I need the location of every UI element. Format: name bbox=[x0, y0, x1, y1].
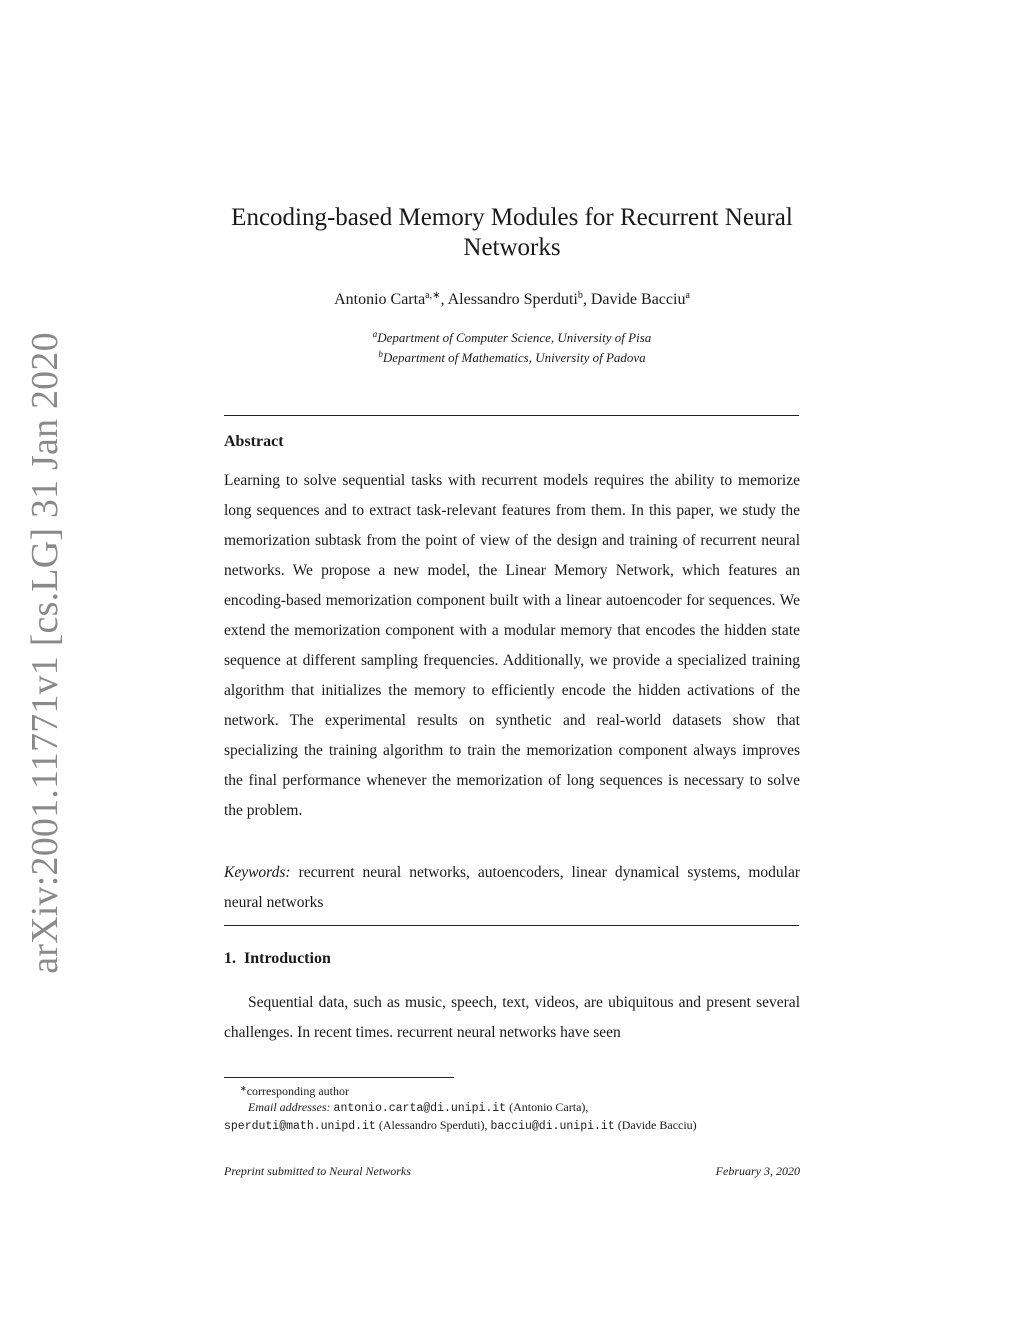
introduction-paragraph: Sequential data, such as music, speech, text, videos, are ubiquitous and present several challenges. In recent times. recurrent neural networks have seen bbox=[224, 994, 800, 1041]
email-link[interactable]: sperduti@math.unipd.it bbox=[224, 1120, 376, 1133]
footnote-emails-line bbox=[224, 1117, 800, 1135]
footer-date: February 3, 2020 bbox=[715, 1164, 800, 1178]
email-link[interactable]: antonio.carta@di.unipi.it bbox=[333, 1102, 507, 1115]
author-separator: , bbox=[440, 291, 448, 308]
paper-page bbox=[224, 0, 800, 1325]
author-affiliation-mark: a bbox=[685, 290, 690, 301]
email-owner: (Davide Bacciu) bbox=[617, 1118, 697, 1132]
section-number: 1. bbox=[224, 950, 236, 967]
affiliation-text: Department of Mathematics, University of Padova bbox=[382, 350, 646, 365]
email-link[interactable]: bacciu@di.unipi.it bbox=[490, 1120, 615, 1133]
footnote-emails-line bbox=[224, 1099, 800, 1117]
author-name: Alessandro Sperduti bbox=[447, 291, 578, 308]
arxiv-identifier-text: arXiv:2001.11771v1 [cs.LG] 31 Jan 2020 bbox=[24, 331, 67, 974]
author-affiliation-mark: b bbox=[577, 290, 583, 301]
email-owner: (Alessandro Sperduti), bbox=[378, 1118, 488, 1132]
footnote-corresponding-text: corresponding author bbox=[246, 1084, 350, 1098]
abstract-bottom-rule bbox=[224, 925, 799, 926]
footnote-mark: ∗ bbox=[240, 1084, 247, 1093]
abstract-body: Learning to solve sequential tasks with recurrent models requires the ability to memorize long sequences and to extract task-relevant features from them. In this paper, we study the memorization subtask from the point of view of the design and training of recurrent neural networks. We propose a new model, the Linear Memory Network, which features an encoding-based memorization component built with a linear autoencoder for sequences. We extend the memorization component with a modular memory that encodes the hidden state sequence at different sampling frequencies. Additionally, we provide a specialized training algorithm that initializes the memory to efficiently encode the hidden activations of the network. The experimental results on synthetic and real-world datasets show that specializing the training algorithm to train the memorization component always improves the final performance whenever the memorization of long sequences is necessary to solve the problem. bbox=[224, 472, 800, 819]
abstract-top-rule bbox=[224, 415, 799, 416]
affiliation-line bbox=[224, 326, 800, 346]
affiliation-line bbox=[224, 346, 800, 366]
footnote-corresponding bbox=[224, 1081, 800, 1099]
email-label: Email addresses: bbox=[248, 1100, 331, 1114]
email-owner: (Antonio Carta), bbox=[509, 1100, 589, 1114]
keywords-text: recurrent neural networks, autoencoders, linear dynamical systems, modular neural networks bbox=[224, 864, 800, 911]
author-name: Davide Bacciu bbox=[590, 291, 686, 308]
affiliation-list bbox=[224, 326, 800, 366]
author-affiliation-mark: a,∗ bbox=[425, 290, 441, 301]
keywords-label: Keywords: bbox=[224, 864, 291, 881]
affiliation-mark: a bbox=[372, 329, 378, 339]
abstract-heading: Abstract bbox=[224, 433, 284, 450]
footnotes bbox=[224, 1081, 800, 1135]
paper-title: Encoding-based Memory Modules for Recurrent Neural Networks bbox=[231, 204, 793, 261]
arxiv-identifier-stamp bbox=[20, 331, 70, 974]
section-heading-introduction bbox=[224, 950, 331, 968]
author-name: Antonio Carta bbox=[334, 291, 426, 308]
footnote-rule bbox=[224, 1077, 454, 1078]
footer-preprint-note: Preprint submitted to Neural Networks bbox=[224, 1164, 411, 1178]
keywords bbox=[224, 858, 800, 918]
affiliation-text: Department of Computer Science, University of Pisa bbox=[377, 330, 652, 345]
affiliation-mark: b bbox=[378, 349, 383, 359]
author-list bbox=[224, 290, 800, 309]
author-separator: , bbox=[582, 291, 591, 308]
section-title: Introduction bbox=[244, 950, 331, 967]
